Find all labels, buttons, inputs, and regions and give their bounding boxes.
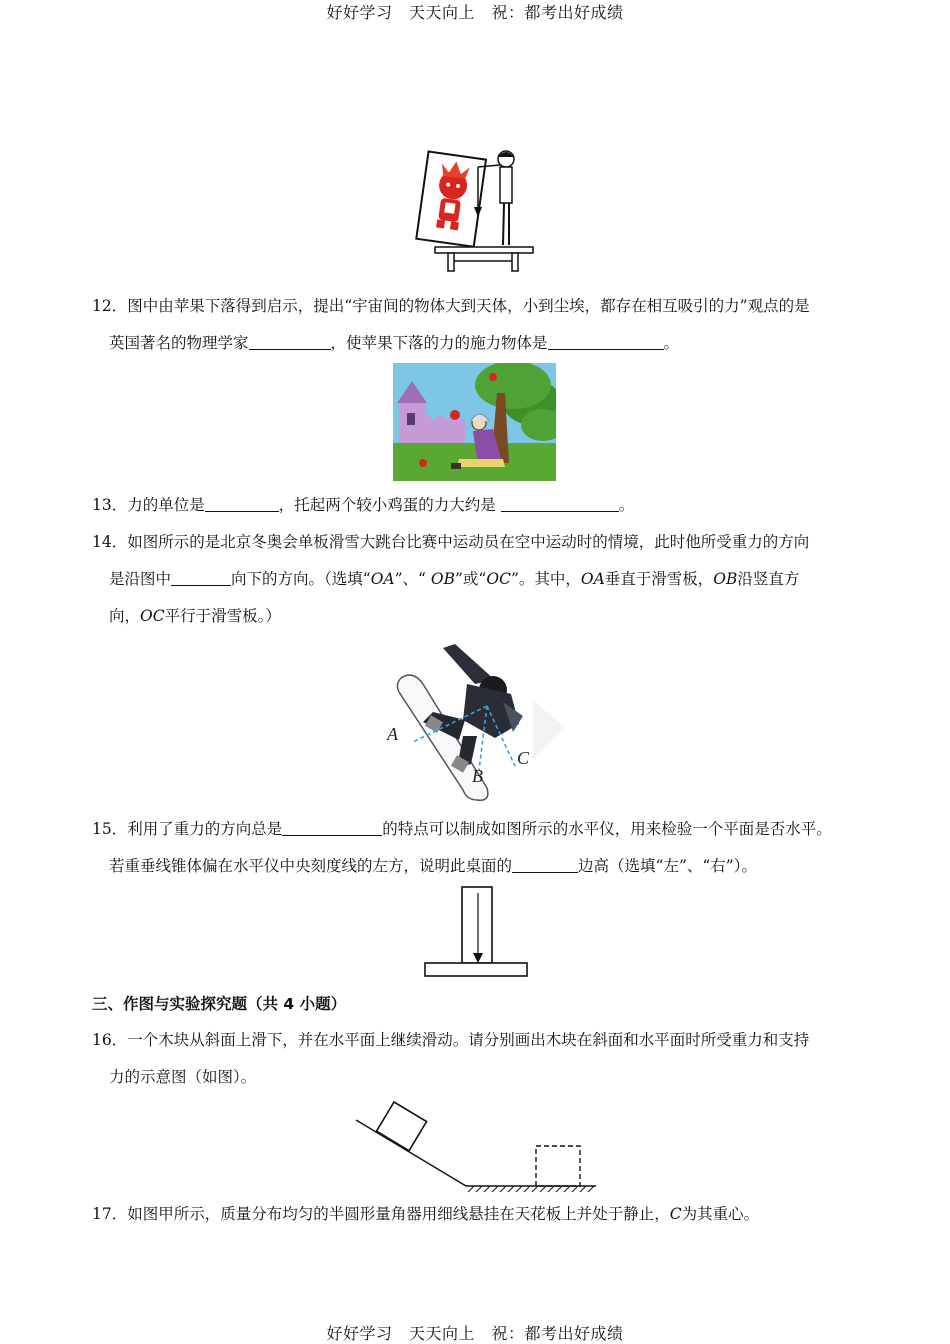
q12-number: 12． [92,297,128,315]
q15-blank-direction[interactable] [282,821,382,836]
q12-text-b: ，使苹果下落的力的施力物体是 [330,334,548,352]
q12-blank-force-source[interactable] [548,335,664,350]
q17-number: 17． [92,1205,128,1223]
q16-line1 [92,1030,809,1050]
q15-text-b: 的特点可以制成如图所示的水平仪，用来检验一个平面是否水平。 [382,820,832,838]
q14-label-oa: OA [370,570,395,588]
q14-text: ”。其中， [510,570,581,588]
q17-line1 [92,1204,759,1224]
q12-line2 [109,333,679,353]
q12-text-c: 。 [663,334,680,352]
page-header: 好好学习 天天向上 祝：都考出好成绩 [326,3,624,22]
figure-poster-plumb-line [410,145,540,275]
figure-incline-blocks [350,1096,600,1194]
q14-line3 [109,606,281,626]
figure-newton-apple [393,363,556,481]
figure-snowboarder [383,640,568,805]
q15-text-a: 利用了重力的方向总是 [127,820,283,838]
q14-text-line1: 如图所示的是北京冬奥会单板滑雪大跳台比赛中运动员在空中运动时的情境，此时他所受重力的方向 [127,533,810,551]
q13-line [92,495,634,515]
q14-line2 [109,569,799,589]
q12-text-a: 英国著名的物理学家 [109,334,249,352]
q14-label-oa: OA [580,570,605,588]
page-footer: 好好学习 天天向上 祝：都考出好成绩 [326,1324,624,1343]
q14-label-oc: OC [486,570,511,588]
q15-text-c: 若重垂线锥体偏在水平仪中央刻度线的左方，说明此桌面的 [109,857,513,875]
q15-number: 15． [92,820,128,838]
q14-label-ob: OB [430,570,455,588]
q14-text: 向下的方向。（选填“ [231,570,371,588]
q14-label-oc: OC [140,607,165,625]
q15-blank-side[interactable] [512,858,578,873]
q12-line1 [92,296,810,316]
q16-line2 [109,1067,256,1087]
q14-line1 [92,532,809,552]
q14-text: 是沿图中 [109,570,172,588]
figure-level-gauge [422,885,530,979]
q14-text: ”、“ [394,570,431,588]
q14-text: 垂直于滑雪板， [604,570,714,588]
q14-label-ob: OB [713,570,738,588]
q12-blank-physicist[interactable] [249,335,331,350]
snowboarder-label-b: B [472,766,483,786]
q14-number: 14． [92,533,128,551]
q15-line2 [109,856,757,876]
q13-text-a: 力的单位是 [127,496,205,514]
q17-text-b: 为其重心。 [681,1205,760,1223]
q16-text-line2: 力的示意图（如图）。 [109,1068,257,1086]
q13-blank-unit[interactable] [205,497,279,512]
q17-text-a: 如图甲所示，质量分布均匀的半圆形量角器用细线悬挂在天花板上并处于静止， [127,1205,670,1223]
q16-number: 16． [92,1031,128,1049]
section-3-title: 三、作图与实验探究题（共 4 小题） [92,995,347,1013]
q15-text-d: 边高（选填“左”、“右”）。 [578,857,757,875]
q14-text: ”或“ [455,570,487,588]
q13-number: 13． [92,496,128,514]
q16-text-line1: 一个木块从斜面上滑下，并在水平面上继续滑动。请分别画出木块在斜面和水平面时所受重力和支持 [127,1031,810,1049]
q13-text-b: ，托起两个较小鸡蛋的力大约是 [278,496,501,514]
q12-text-line1: 图中由苹果下落得到启示，提出“宇宙间的物体大到天体，小到尘埃，都存在相互吸引的力”观点的是 [127,297,810,315]
q15-line1 [92,819,832,839]
q14-blank-direction[interactable] [171,571,231,586]
snowboarder-label-a: A [387,724,398,744]
q13-text-c: 。 [618,496,635,514]
snowboarder-label-c: C [517,748,530,768]
q14-text: 沿竖直方 [737,570,800,588]
q14-text: 平行于滑雪板。） [164,607,281,625]
q13-blank-force[interactable] [501,497,619,512]
q14-text: 向， [109,607,141,625]
q17-label-c: C [669,1205,682,1223]
